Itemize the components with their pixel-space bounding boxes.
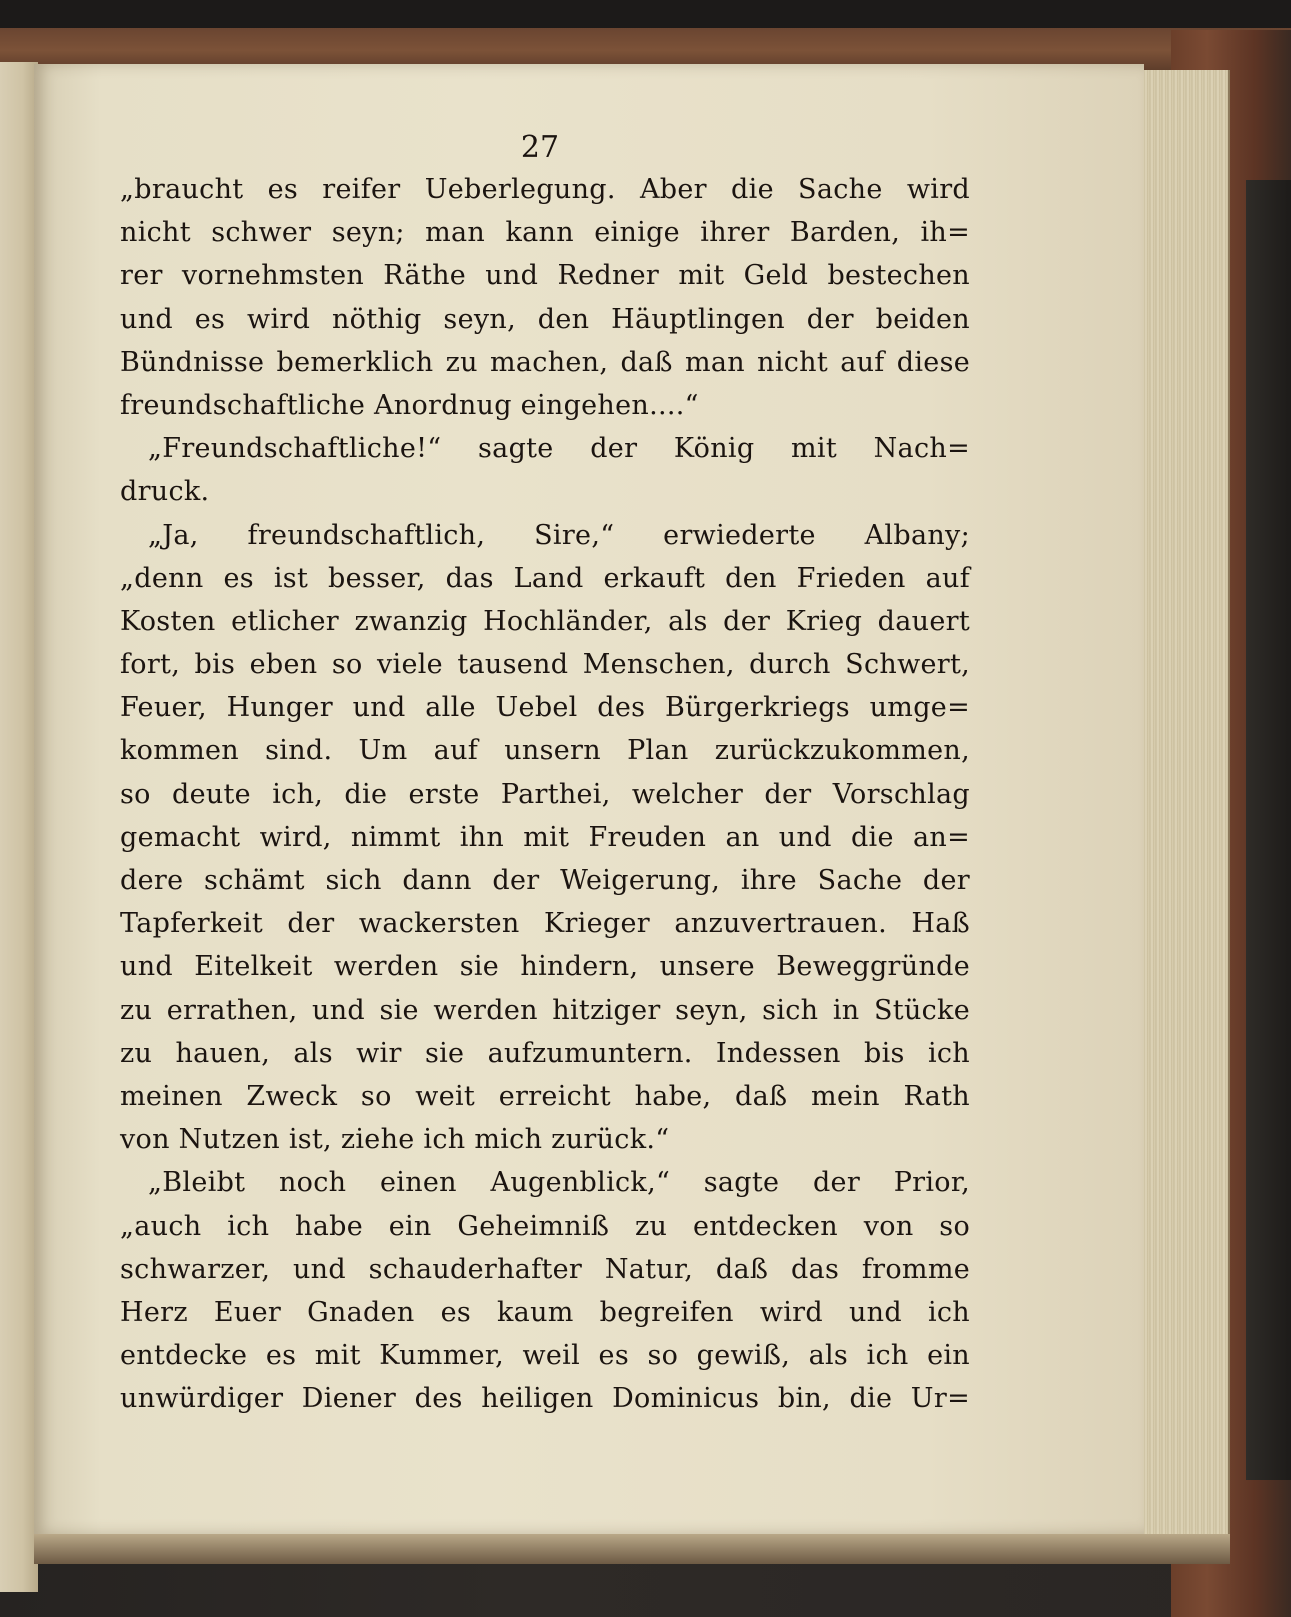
page-number: 27: [520, 130, 560, 165]
page-edges-bottom: [34, 1534, 1230, 1564]
text-line: entdecke es mit Kummer, weil es so gewiß, als ich ein: [120, 1340, 970, 1372]
text-line: zu hauen, als wir sie aufzumuntern. Indessen bis ich: [120, 1037, 970, 1069]
text-line: Bündnisse bemerklich zu machen, daß man nicht auf diese: [120, 346, 970, 378]
text-line: und Eitelkeit werden sie hindern, unsere Beweggründe: [120, 951, 970, 983]
text-line: druck.: [120, 476, 210, 508]
text-line: dere schämt sich dann der Weigerung, ihre Sache der: [120, 865, 970, 896]
text-line: von Nutzen ist, ziehe ich mich zurück.“: [120, 1124, 670, 1156]
text-line: „Freundschaftliche!“ sagte der König mit Nach=: [148, 433, 970, 465]
text-line: Herz Euer Gnaden es kaum begreifen wird und ich: [120, 1296, 970, 1328]
text-line: Kosten etlicher zwanzig Hochländer, als der Krieg dauert: [120, 605, 970, 637]
text-line: meinen Zweck so weit erreicht habe, daß mein Rath: [120, 1080, 970, 1112]
text-line: unwürdiger Diener des heiligen Dominicus bin, die Ur=: [120, 1383, 970, 1415]
page-edges-stack: [1142, 70, 1230, 1540]
text-line: „Bleibt noch einen Augenblick,“ sagte der Prior,: [148, 1167, 970, 1199]
text-line: und es wird nöthig seyn, den Häuptlingen der beiden: [120, 303, 970, 335]
text-line: fort, bis eben so viele tausend Menschen, durch Schwert,: [120, 649, 970, 681]
left-page-edge: [0, 62, 38, 1592]
text-line: freundschaftliche Anordnug eingehen....“: [120, 389, 699, 421]
text-line: Feuer, Hunger und alle Uebel des Bürgerkriegs umge=: [120, 692, 970, 724]
text-line: „Ja, freundschaftlich, Sire,“ erwiederte Albany;: [148, 519, 970, 551]
text-line: gemacht wird, nimmt ihn mit Freuden an und die an=: [120, 821, 970, 853]
book-spine-edge: [1246, 180, 1291, 1480]
text-line: „braucht es reifer Ueberlegung. Aber die Sache wird: [120, 174, 970, 205]
text-line: „auch ich habe ein Geheimniß zu entdecken von so: [120, 1210, 970, 1242]
text-line: Tapferkeit der wackersten Krieger anzuvertrauen. Haß: [120, 908, 970, 940]
text-line: kommen sind. Um auf unsern Plan zurückzukommen,: [120, 735, 970, 767]
text-line: so deute ich, die erste Parthei, welcher der Vorschlag: [120, 778, 970, 810]
page-text: [120, 168, 970, 1420]
text-line: rer vornehmsten Räthe und Redner mit Geld bestechen: [120, 260, 970, 292]
text-line: zu errathen, und sie werden hitziger seyn, sich in Stücke: [120, 994, 970, 1026]
text-line: schwarzer, und schauderhafter Natur, daß das fromme: [120, 1253, 970, 1285]
text-line: „denn es ist besser, das Land erkauft den Frieden auf: [120, 562, 970, 594]
text-line: nicht schwer seyn; man kann einige ihrer Barden, ih=: [120, 217, 970, 249]
